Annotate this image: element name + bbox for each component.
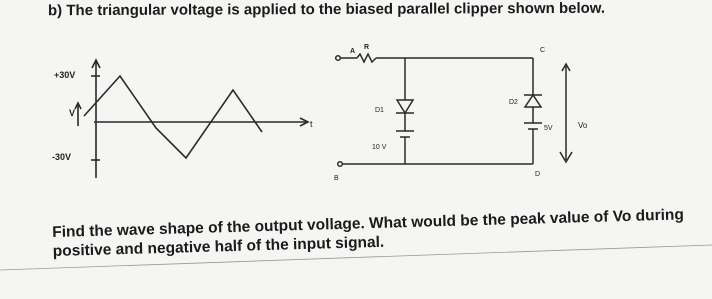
diode1-label: D1: [375, 107, 384, 114]
terminal-b: [338, 162, 343, 167]
waveform-x-label: t: [310, 119, 313, 129]
question-number: b): [47, 2, 63, 20]
node-a-label: A: [350, 48, 356, 55]
resistor: [357, 54, 376, 62]
node-d-label: D: [535, 171, 541, 178]
input-waveform: [75, 60, 308, 178]
trough-voltage-label: -30V: [52, 152, 72, 162]
triangle-wave: [84, 76, 262, 158]
diode2-label: D2: [509, 99, 518, 106]
terminal-a: [336, 56, 341, 61]
waveform-y-label: V: [69, 108, 76, 118]
node-c-label: C: [540, 47, 546, 54]
output-voltage-label: Vo: [578, 121, 588, 130]
battery2-label: 5V: [544, 125, 553, 132]
resistor-label: R: [364, 44, 370, 51]
diode2-symbol: [525, 95, 541, 107]
question-title-text: The triangular voltage is applied to the biased parallel clipper shown below.: [66, 0, 606, 20]
peak-voltage-label: +30V: [54, 70, 76, 80]
diode1-symbol: [397, 100, 413, 113]
node-b-label: B: [334, 175, 339, 182]
question-line-1: Find the wave shape of the output vollage. What would be the peak value of Vo during: [52, 206, 685, 241]
battery1-label: 10 V: [372, 144, 387, 151]
question-line-2: positive and negative half of the input signal.: [52, 233, 385, 260]
